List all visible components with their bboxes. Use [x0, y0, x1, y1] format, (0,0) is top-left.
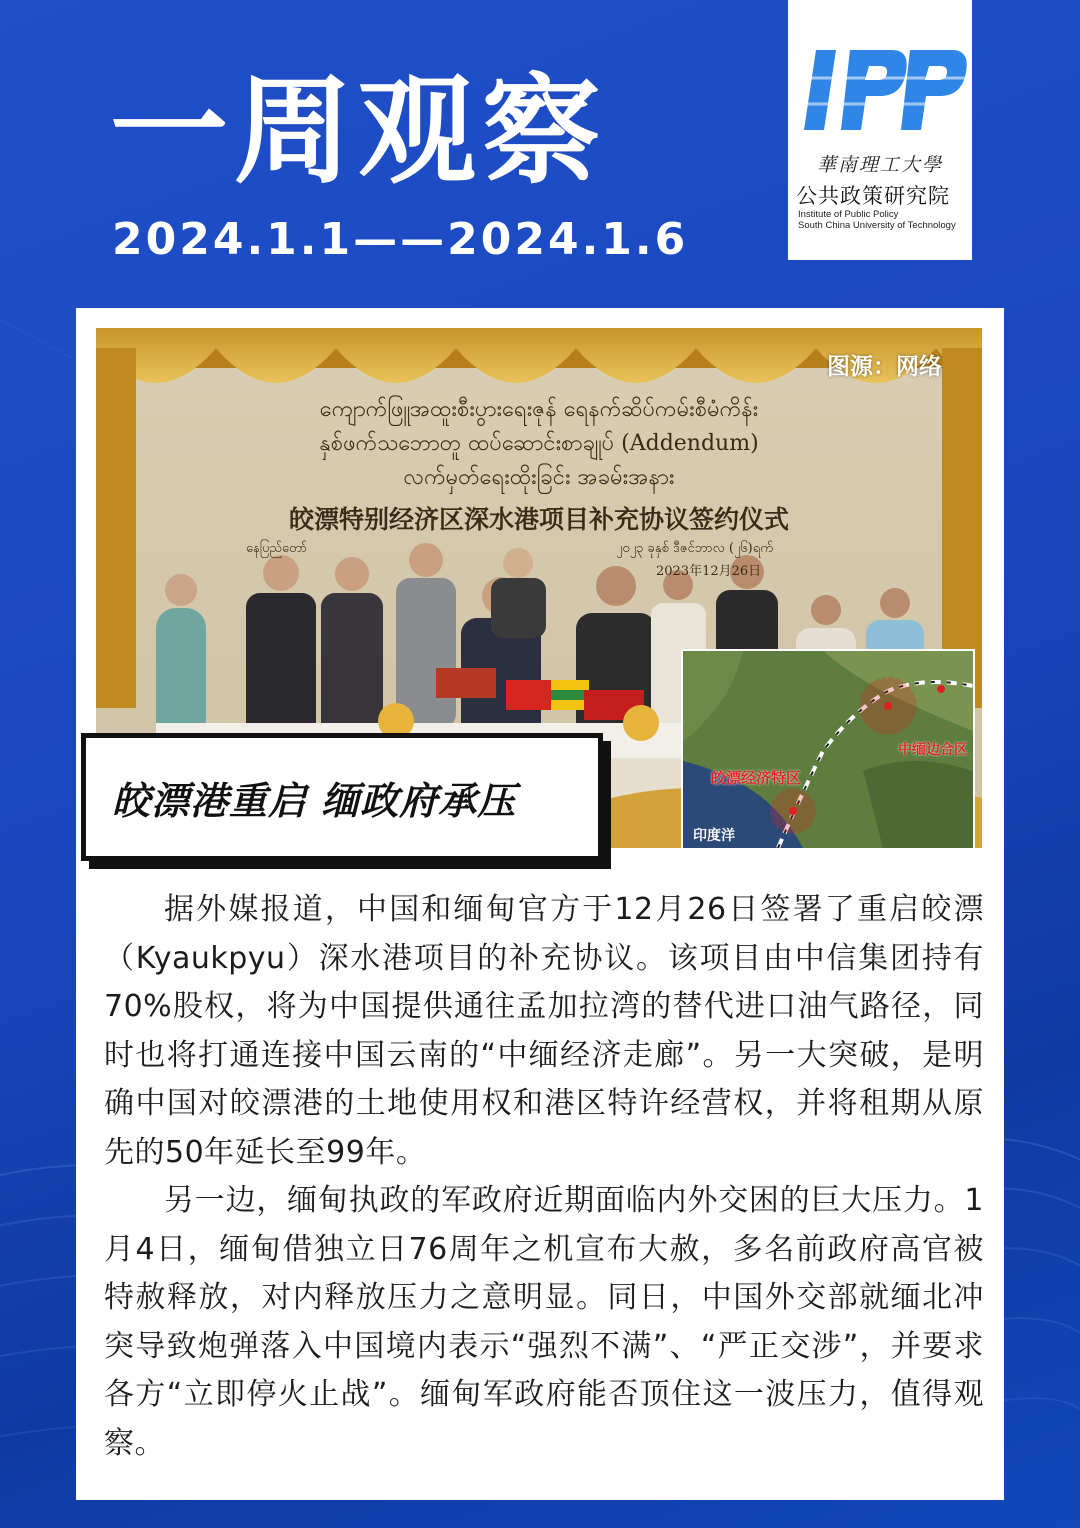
article-body: [104, 886, 984, 1468]
map-label-kyaukpyu-zone: 皎漂经济特区: [711, 769, 802, 787]
article-card: [76, 308, 1004, 1500]
banner-chinese: 皎漂特别经济区深水港项目补充协议签约仪式: [288, 505, 789, 534]
date-range: 2024.1.1——2024.1.6: [112, 214, 689, 265]
page-title: 一周观察: [110, 62, 607, 200]
banner-location: နေပြည်တော်: [246, 541, 308, 556]
map-label-indian-ocean: 印度洋: [693, 828, 735, 844]
headline: 皎漂港重启 缅政府承压: [112, 779, 517, 823]
ipp-logo: [788, 0, 972, 260]
article-paragraph-1: 据外媒报道，中国和缅甸官方于12月26日签署了重启皎漂（Kyaukpyu）深水港项目的补充协议。该项目由中信集团持有70%股权，将为中国提供通往孟加拉湾的替代进口油气路径，同时也将打通连接中国云南的“中缅经济走廊”。另一大突破，是明确中国对皎漂港的土地使用权和港区特许经营权，并将租期从原先的50年延长至99年。: [104, 892, 984, 1170]
banner-date-myanmar: ၂၀၂၃ ခုနှစ် ဒီဇင်ဘာလ (၂၆)ရက်: [616, 541, 773, 556]
banner-myanmar-line-1: ကျောက်ဖြူအထူးစီးပွားရေးဇုန် ရေနက်ဆိပ်ကမ်းစီမံကိန်း: [319, 397, 759, 422]
institute-name-english: [798, 209, 968, 231]
institute-name-chinese: 公共政策研究院: [796, 184, 950, 208]
university-name-script: 華南理工大學: [816, 154, 943, 176]
ipp-logo-mark-icon: [788, 0, 972, 150]
headline-box: [81, 733, 603, 861]
banner-myanmar-line-2: နှစ်ဖက်သဘောတူ ထပ်ဆောင်းစာချုပ် (Addendum): [319, 431, 759, 456]
kyaukpyu-map: [681, 649, 975, 850]
institute-name-english-line1: Institute of Public Policy: [798, 209, 899, 220]
institute-name-english-line2: South China University of Technology: [798, 220, 956, 231]
banner-myanmar-line-3: လက်မှတ်ရေးထိုးခြင်း အခမ်းအနား: [403, 465, 675, 490]
map-label-border-zone: 中缅边合区: [898, 742, 968, 758]
banner-date: 2023年12月26日: [656, 564, 762, 579]
photo-credit: 图源：网络: [827, 354, 942, 380]
article-paragraph-2: 另一边，缅甸执政的军政府近期面临内外交困的巨大压力。1月4日，缅甸借独立日76周年之机宣布大赦，多名前政府高官被特赦释放，对内释放压力之意明显。同日，中国外交部就缅北冲突导致炮弹落入中国境内表示“强烈不满”、“严正交涉”，并要求各方“立即停火止战”。缅甸军政府能否顶住这一波压力，值得观察。: [104, 1183, 984, 1461]
